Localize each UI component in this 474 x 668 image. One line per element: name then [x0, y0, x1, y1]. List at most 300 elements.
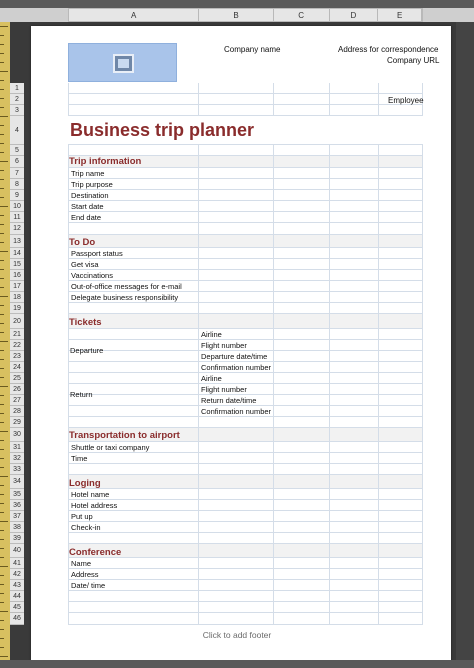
cell[interactable]	[274, 314, 330, 329]
cell[interactable]: Destination	[68, 190, 199, 201]
cell[interactable]	[379, 116, 423, 145]
row-number[interactable]: 22	[10, 340, 24, 351]
cell[interactable]	[199, 156, 274, 168]
cell[interactable]	[274, 464, 330, 475]
ruler-tick	[0, 341, 8, 342]
row-number[interactable]: 25	[10, 373, 24, 384]
cell[interactable]: Check-in	[68, 522, 199, 533]
cell[interactable]	[199, 442, 274, 453]
cell[interactable]	[330, 94, 379, 105]
cell[interactable]	[68, 223, 199, 235]
cell[interactable]	[199, 235, 274, 248]
cell[interactable]	[330, 442, 379, 453]
cell[interactable]	[274, 340, 330, 351]
cell[interactable]	[274, 116, 330, 145]
cell[interactable]	[330, 156, 379, 168]
cell[interactable]	[330, 453, 379, 464]
row-number[interactable]: 14	[10, 248, 24, 259]
cell[interactable]	[274, 145, 330, 156]
cell[interactable]	[379, 406, 423, 417]
cell[interactable]	[274, 395, 330, 406]
row-number[interactable]: 7	[10, 168, 24, 179]
row-number[interactable]: 2	[10, 94, 24, 105]
cell[interactable]	[199, 475, 274, 489]
cell[interactable]	[274, 533, 330, 544]
ruler-tick	[0, 143, 4, 144]
cell[interactable]	[199, 453, 274, 464]
cell[interactable]	[379, 270, 423, 281]
row-number[interactable]: 46	[10, 613, 24, 625]
table-row	[68, 580, 423, 591]
cell[interactable]	[199, 500, 274, 511]
row-number[interactable]: 1	[10, 83, 24, 94]
cell[interactable]	[274, 362, 330, 373]
column-header-b[interactable]: B	[199, 9, 274, 21]
cell[interactable]	[330, 533, 379, 544]
cell[interactable]	[330, 179, 379, 190]
table-row	[68, 314, 423, 329]
cell[interactable]	[379, 522, 423, 533]
table-row	[68, 533, 423, 544]
section-transportation: Transportation to airport	[69, 430, 180, 441]
cell[interactable]	[199, 94, 274, 105]
cell[interactable]	[330, 591, 379, 602]
cell[interactable]	[379, 292, 423, 303]
row-number[interactable]: 30	[10, 428, 24, 442]
cell[interactable]: End date	[68, 212, 199, 223]
cell[interactable]	[199, 179, 274, 190]
cell[interactable]	[274, 94, 330, 105]
cell[interactable]	[379, 281, 423, 292]
cell[interactable]: Hotel name	[68, 489, 199, 500]
cell[interactable]	[274, 384, 330, 395]
cell[interactable]	[199, 489, 274, 500]
cell[interactable]	[199, 303, 274, 314]
cell[interactable]	[274, 475, 330, 489]
cell[interactable]: Name	[68, 558, 199, 569]
cell[interactable]	[68, 373, 199, 384]
cell[interactable]	[274, 201, 330, 212]
cell[interactable]	[68, 145, 199, 156]
column-header-a[interactable]: A	[69, 9, 199, 21]
row-number[interactable]: 10	[10, 201, 24, 212]
cell[interactable]	[330, 395, 379, 406]
cell[interactable]	[379, 453, 423, 464]
cell[interactable]	[68, 105, 199, 116]
cell[interactable]	[199, 292, 274, 303]
row-number[interactable]: 36	[10, 500, 24, 511]
cell[interactable]	[199, 281, 274, 292]
cell[interactable]: Put up	[68, 511, 199, 522]
cell[interactable]	[199, 270, 274, 281]
row-number[interactable]: 33	[10, 464, 24, 475]
cell[interactable]	[379, 156, 423, 168]
cell[interactable]	[274, 613, 330, 625]
ruler-tick	[0, 422, 4, 423]
row-number[interactable]: 39	[10, 533, 24, 544]
cell[interactable]	[379, 212, 423, 223]
cell[interactable]	[199, 569, 274, 580]
cell[interactable]	[199, 417, 274, 428]
table-row	[68, 281, 423, 292]
cell[interactable]	[274, 489, 330, 500]
cell[interactable]	[274, 168, 330, 179]
cell[interactable]	[379, 373, 423, 384]
vertical-scrollbar[interactable]	[456, 22, 474, 660]
cell[interactable]: Shuttle or taxi company	[68, 442, 199, 453]
cell[interactable]	[330, 406, 379, 417]
cell[interactable]	[274, 453, 330, 464]
row-number[interactable]: 26	[10, 384, 24, 395]
cell[interactable]	[379, 417, 423, 428]
cell[interactable]	[330, 314, 379, 329]
cell[interactable]	[330, 212, 379, 223]
cell[interactable]	[199, 212, 274, 223]
cell[interactable]	[199, 248, 274, 259]
ruler-tick	[0, 404, 4, 405]
row-number[interactable]: 35	[10, 489, 24, 500]
cell[interactable]	[199, 580, 274, 591]
cell[interactable]	[274, 417, 330, 428]
cell[interactable]: Get visa	[68, 259, 199, 270]
cell[interactable]	[199, 83, 274, 94]
cell[interactable]	[379, 303, 423, 314]
row-number[interactable]: 31	[10, 442, 24, 453]
cell[interactable]	[330, 259, 379, 270]
row-number[interactable]: 11	[10, 212, 24, 223]
cell[interactable]	[330, 428, 379, 442]
cell[interactable]	[199, 145, 274, 156]
cell[interactable]: Return date/time	[199, 395, 274, 406]
cell[interactable]	[274, 602, 330, 613]
ruler-tick	[0, 251, 8, 252]
cell[interactable]	[330, 384, 379, 395]
cell[interactable]	[274, 591, 330, 602]
table-row	[68, 292, 423, 303]
cell[interactable]	[379, 544, 423, 558]
cell[interactable]	[274, 373, 330, 384]
column-header-e[interactable]: E	[378, 9, 422, 21]
cell[interactable]	[379, 464, 423, 475]
cell[interactable]: Delegate business responsibility	[68, 292, 199, 303]
table-row	[68, 351, 423, 362]
row-number[interactable]: 45	[10, 602, 24, 613]
cell[interactable]	[330, 248, 379, 259]
ruler-tick	[0, 134, 4, 135]
cell[interactable]	[274, 235, 330, 248]
cell[interactable]	[330, 201, 379, 212]
row-number[interactable]: 27	[10, 395, 24, 406]
cell[interactable]	[379, 314, 423, 329]
cell[interactable]	[199, 190, 274, 201]
cell[interactable]	[379, 105, 423, 116]
cell[interactable]	[199, 223, 274, 235]
cell[interactable]	[330, 544, 379, 558]
cell[interactable]	[199, 533, 274, 544]
cell[interactable]: Flight number	[199, 384, 274, 395]
row-number[interactable]: 19	[10, 303, 24, 314]
cell[interactable]	[379, 83, 423, 94]
cell[interactable]	[330, 303, 379, 314]
cell[interactable]	[330, 235, 379, 248]
cell[interactable]: Confirmation number	[199, 406, 274, 417]
cell[interactable]	[68, 533, 199, 544]
cell[interactable]	[199, 105, 274, 116]
logo-placeholder[interactable]	[68, 43, 177, 82]
cell[interactable]	[379, 500, 423, 511]
cell[interactable]	[379, 533, 423, 544]
table-row	[68, 602, 423, 613]
cell[interactable]	[274, 406, 330, 417]
row-number[interactable]: 15	[10, 259, 24, 270]
cell[interactable]	[274, 351, 330, 362]
cell[interactable]	[379, 428, 423, 442]
cell[interactable]	[379, 259, 423, 270]
cell[interactable]	[68, 613, 199, 625]
cell[interactable]	[330, 464, 379, 475]
vertical-ruler	[0, 22, 10, 668]
cell[interactable]	[379, 362, 423, 373]
cell[interactable]	[330, 281, 379, 292]
ruler-tick	[0, 233, 4, 234]
cell[interactable]: Trip purpose	[68, 179, 199, 190]
cell[interactable]	[330, 351, 379, 362]
cell[interactable]	[199, 522, 274, 533]
cell[interactable]	[330, 223, 379, 235]
cell[interactable]	[330, 417, 379, 428]
row-number[interactable]: 13	[10, 235, 24, 248]
cell[interactable]	[379, 489, 423, 500]
cell[interactable]	[274, 190, 330, 201]
row-number[interactable]: 29	[10, 417, 24, 428]
cell[interactable]	[379, 475, 423, 489]
ruler-tick	[0, 323, 4, 324]
cell[interactable]	[274, 259, 330, 270]
cell[interactable]	[379, 569, 423, 580]
cell[interactable]	[68, 406, 199, 417]
row-number[interactable]: 24	[10, 362, 24, 373]
cell[interactable]	[199, 259, 274, 270]
cell[interactable]	[68, 602, 199, 613]
cell[interactable]	[379, 223, 423, 235]
cell[interactable]	[379, 201, 423, 212]
cell[interactable]	[274, 442, 330, 453]
cell[interactable]	[379, 558, 423, 569]
cell[interactable]: Start date	[68, 201, 199, 212]
section-conference: Conference	[69, 547, 122, 558]
row-number[interactable]: 41	[10, 558, 24, 569]
cell[interactable]	[274, 428, 330, 442]
row-number[interactable]: 6	[10, 156, 24, 168]
cell[interactable]	[274, 580, 330, 591]
cell[interactable]	[379, 190, 423, 201]
cell[interactable]	[68, 362, 199, 373]
cell[interactable]	[199, 558, 274, 569]
cell[interactable]	[379, 511, 423, 522]
cell[interactable]	[379, 602, 423, 613]
cell[interactable]	[330, 580, 379, 591]
cell[interactable]	[199, 613, 274, 625]
cell[interactable]	[199, 168, 274, 179]
cell[interactable]	[330, 373, 379, 384]
ruler-tick	[0, 386, 8, 387]
cell[interactable]	[274, 248, 330, 259]
cell[interactable]	[199, 591, 274, 602]
cell[interactable]	[330, 145, 379, 156]
cell[interactable]	[379, 248, 423, 259]
row-number[interactable]: 28	[10, 406, 24, 417]
row-number[interactable]: 16	[10, 270, 24, 281]
cell[interactable]	[199, 464, 274, 475]
cell[interactable]	[330, 168, 379, 179]
row-number[interactable]: 32	[10, 453, 24, 464]
column-headers	[68, 8, 423, 22]
row-number[interactable]: 34	[10, 475, 24, 489]
cell[interactable]	[330, 83, 379, 94]
ruler-tick	[0, 287, 4, 288]
cell[interactable]	[330, 475, 379, 489]
cell[interactable]: Departure date/time	[199, 351, 274, 362]
cell[interactable]	[379, 591, 423, 602]
cell[interactable]	[274, 223, 330, 235]
row-number[interactable]: 44	[10, 591, 24, 602]
cell[interactable]	[199, 314, 274, 329]
cell[interactable]: Vaccinations	[68, 270, 199, 281]
cell[interactable]: Flight number	[199, 340, 274, 351]
cell[interactable]	[274, 179, 330, 190]
cell[interactable]	[379, 442, 423, 453]
cell[interactable]	[379, 329, 423, 340]
cell[interactable]	[68, 94, 199, 105]
cell[interactable]	[379, 580, 423, 591]
cell[interactable]	[379, 395, 423, 406]
cell[interactable]: Airline	[199, 329, 274, 340]
table-row	[68, 340, 423, 351]
cell[interactable]	[330, 558, 379, 569]
row-number[interactable]: 18	[10, 292, 24, 303]
cell[interactable]	[330, 105, 379, 116]
cell[interactable]	[379, 384, 423, 395]
cell[interactable]	[274, 569, 330, 580]
cell[interactable]: Time	[68, 453, 199, 464]
cell[interactable]	[379, 179, 423, 190]
row-number[interactable]: 21	[10, 329, 24, 340]
cell[interactable]	[274, 292, 330, 303]
cell[interactable]	[199, 544, 274, 558]
row-number[interactable]: 37	[10, 511, 24, 522]
cell[interactable]	[274, 212, 330, 223]
cell[interactable]	[68, 83, 199, 94]
ruler-corner	[0, 8, 68, 22]
cell[interactable]	[379, 613, 423, 625]
row-number[interactable]: 5	[10, 145, 24, 156]
cell[interactable]	[68, 329, 199, 340]
cell[interactable]	[274, 281, 330, 292]
ruler-tick	[0, 566, 8, 567]
cell[interactable]	[330, 116, 379, 145]
cell[interactable]: Hotel address	[68, 500, 199, 511]
footer-placeholder[interactable]: Click to add footer	[202, 630, 272, 640]
row-number[interactable]: 4	[10, 116, 24, 145]
cell[interactable]	[274, 544, 330, 558]
cell[interactable]: Passport status	[68, 248, 199, 259]
row-number[interactable]: 17	[10, 281, 24, 292]
cell[interactable]	[379, 145, 423, 156]
row-number[interactable]: 20	[10, 314, 24, 329]
cell[interactable]	[274, 156, 330, 168]
cell[interactable]	[330, 500, 379, 511]
cell[interactable]	[330, 329, 379, 340]
cell[interactable]	[330, 190, 379, 201]
cell[interactable]	[274, 329, 330, 340]
cell[interactable]: Out-of-office messages for e-mail	[68, 281, 199, 292]
cell[interactable]	[379, 235, 423, 248]
ruler-tick	[0, 485, 4, 486]
cell[interactable]: Date/ time	[68, 580, 199, 591]
cell[interactable]	[330, 489, 379, 500]
cell[interactable]	[68, 464, 199, 475]
cell[interactable]	[379, 340, 423, 351]
row-number[interactable]: 12	[10, 223, 24, 235]
cell[interactable]	[199, 428, 274, 442]
cell[interactable]	[330, 270, 379, 281]
row-number[interactable]: 38	[10, 522, 24, 533]
row-number[interactable]: 40	[10, 544, 24, 558]
cell[interactable]	[379, 168, 423, 179]
ruler-tick	[0, 152, 4, 153]
cell[interactable]	[274, 511, 330, 522]
cell[interactable]	[330, 569, 379, 580]
ticket-return-label: Return	[70, 390, 93, 399]
cell[interactable]	[274, 522, 330, 533]
cell[interactable]	[330, 292, 379, 303]
cell[interactable]	[199, 602, 274, 613]
row-number[interactable]: 42	[10, 569, 24, 580]
cell[interactable]	[199, 201, 274, 212]
cell[interactable]	[68, 591, 199, 602]
cell[interactable]	[68, 417, 199, 428]
cell[interactable]	[274, 105, 330, 116]
row-number[interactable]: 3	[10, 105, 24, 116]
cell[interactable]	[330, 362, 379, 373]
cell[interactable]	[274, 558, 330, 569]
cell[interactable]	[330, 340, 379, 351]
table-row	[68, 145, 423, 156]
cell[interactable]	[199, 511, 274, 522]
row-number[interactable]: 43	[10, 580, 24, 591]
cell[interactable]	[274, 303, 330, 314]
cell[interactable]: Confirmation number	[199, 362, 274, 373]
cell[interactable]	[330, 613, 379, 625]
row-number[interactable]: 8	[10, 179, 24, 190]
cell[interactable]	[330, 602, 379, 613]
table-row	[68, 105, 423, 116]
cell[interactable]	[379, 351, 423, 362]
column-header-c[interactable]: C	[274, 9, 330, 21]
cell[interactable]	[68, 303, 199, 314]
cell[interactable]	[330, 511, 379, 522]
cell[interactable]: Address	[68, 569, 199, 580]
row-number[interactable]: 9	[10, 190, 24, 201]
row-number[interactable]: 23	[10, 351, 24, 362]
cell[interactable]: Airline	[199, 373, 274, 384]
cell[interactable]: Trip name	[68, 168, 199, 179]
column-header-d[interactable]: D	[330, 9, 379, 21]
cell[interactable]	[274, 83, 330, 94]
cell[interactable]	[274, 270, 330, 281]
cell[interactable]	[330, 522, 379, 533]
cell[interactable]	[274, 500, 330, 511]
